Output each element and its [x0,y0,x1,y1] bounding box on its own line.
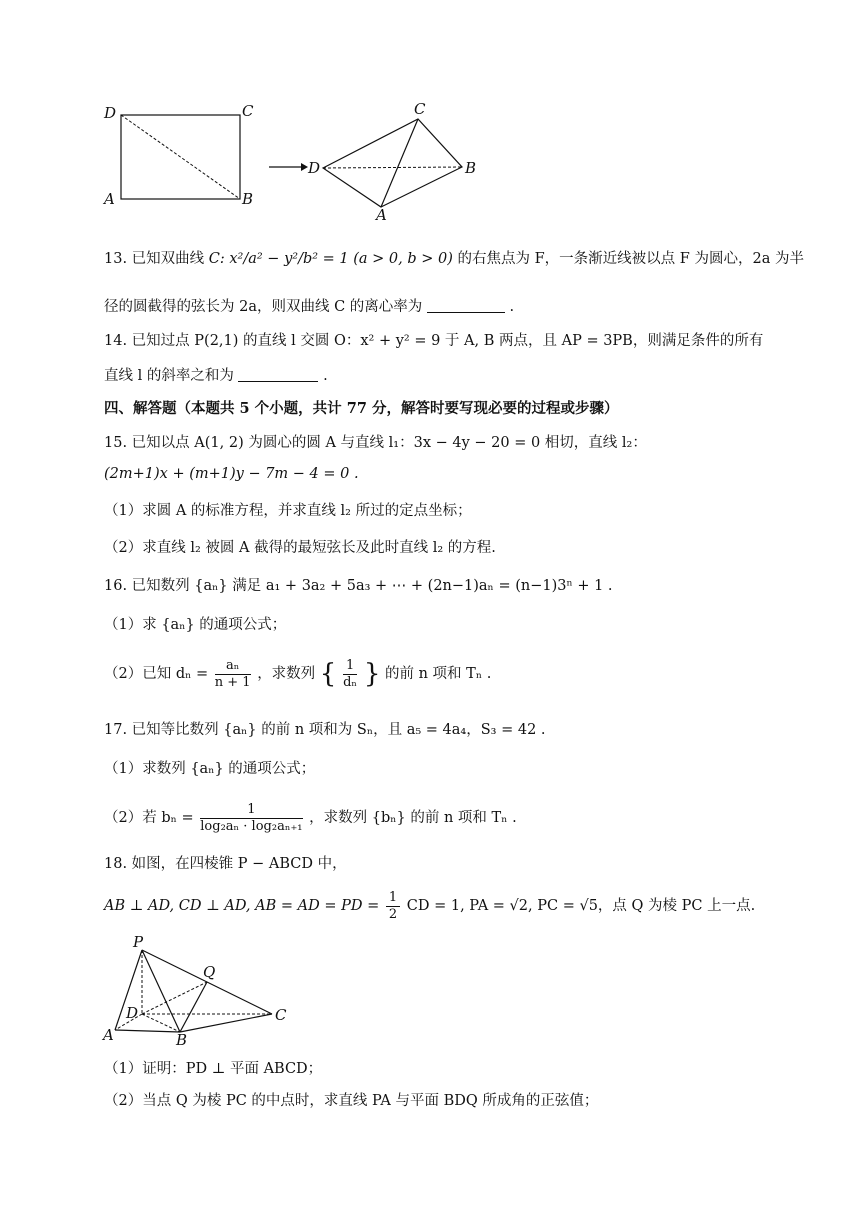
q18-fraction-num: 1 [386,890,400,907]
q16-fraction-dn [215,658,251,691]
folded-label-d: D [308,159,321,177]
q15-text1: 15. 已知以点 A(1, 2) 为圆心的圆 A 与直线 l₁：3x − 4y − 20 = 0 相切，直线 l₂： [104,435,647,451]
label-d: D [104,104,117,122]
q14-text2: 直线 l 的斜率之和为 [104,368,234,384]
q14-end: . [323,368,328,384]
q15-part2-text: （2）求直线 l₂ 被圆 A 截得的最短弦长及此时直线 l₂ 的方程. [104,540,496,556]
label-d2: D [126,1004,139,1022]
edge-bc [180,1014,272,1032]
q14-line2 [104,365,328,387]
q18-part1-text: （1）证明：PD ⊥ 平面 ABCD； [104,1061,323,1077]
q13-prefix: 13. 已知双曲线 [104,251,205,267]
q18-text2-b: CD = 1, PA = √2, PC = √5，点 Q 为棱 PC 上一点. [406,898,756,914]
q13-text2: 径的圆截得的弦长为 2a，则双曲线 C 的离心率为 [104,299,423,315]
q17-fraction-bn [200,802,302,835]
q15-part1 [104,500,472,522]
q17-fraction-num: 1 [200,802,302,819]
edge-bq [180,982,207,1032]
figure-rectangle-fold [96,96,486,226]
q16-fraction-seq [343,658,357,691]
folded-label-a: A [376,206,387,224]
folded-quad [323,119,462,207]
q18-text1: 18. 如图，在四棱锥 P − ABCD 中， [104,856,347,872]
q14-answer-blank[interactable] [238,367,318,382]
q18-part2 [104,1090,598,1112]
edge-pb [142,950,180,1032]
q16-part2-a: （2）已知 dₙ = [104,666,209,682]
q18-line2 [104,888,755,924]
q15-part1-text: （1）求圆 A 的标准方程，并求直线 l₂ 所过的定点坐标； [104,503,472,519]
dashed-dq [142,982,207,1014]
label-q: Q [203,963,216,981]
dashed-db [142,1014,180,1032]
arrow-head [301,163,308,171]
q16-part2-c: 的前 n 项和 Tₙ . [385,666,492,682]
edge-ab [115,1030,180,1032]
q13-line2 [104,296,514,318]
q15-line1 [104,432,647,454]
q13-text1: 的右焦点为 F，一条渐近线被以点 F 为圆心，2a 为半 [457,251,804,267]
q13-line1 [104,248,804,270]
q16-part1 [104,614,286,636]
label-a: A [104,190,115,208]
q18-part1 [104,1058,322,1080]
q15-text2: (2m+1)x + (m+1)y − 7m − 4 = 0 . [104,466,359,482]
q15-line2 [104,463,359,485]
q17-part2-b: ，求数列 {bₙ} 的前 n 项和 Tₙ . [309,810,517,826]
q17-part2-a: （2）若 bₙ = [104,810,194,826]
label-p: P [133,933,144,951]
label-b: B [242,190,254,208]
q17-fraction-den: log₂aₙ · log₂aₙ₊₁ [200,818,303,834]
q14-text1: 14. 已知过点 P(2,1) 的直线 l 交圆 O：x² + y² = 9 于 A, B 两点，且 AP = 3PB，则满足条件的所有 [104,333,764,349]
dashed-db [323,167,462,168]
label-c: C [242,102,254,120]
q17-line1 [104,719,546,741]
q18-part2-text: （2）当点 Q 为棱 PC 的中点时，求直线 PA 与平面 BDQ 所成角的正弦值； [104,1093,599,1109]
label-a2: A [103,1026,114,1044]
q15-part2 [104,537,496,559]
folded-label-c: C [414,100,426,118]
section-heading-text: 四、解答题（本题共 5 个小题，共计 77 分，解答时要写现必要的过程或步骤） [104,400,619,417]
q17-part1 [104,758,315,780]
q16-text1: 16. 已知数列 {aₙ} 满足 a₁ + 3a₂ + 5a₃ + ⋯ + (2n−1)aₙ = (n−1)3ⁿ + 1 . [104,578,613,594]
q16-part1-text: （1）求 {aₙ} 的通项公式； [104,617,287,633]
q18-line1 [104,853,347,875]
q16-seq-den: dₙ [343,674,358,690]
q16-line1 [104,575,613,597]
q16-seq-num: 1 [343,658,357,675]
q13-formula: C: x²/a² − y²/b² = 1 (a > 0, b > 0) [208,251,453,267]
section-heading [104,398,618,420]
q17-part1-text: （1）求数列 {aₙ} 的通项公式； [104,761,316,777]
q18-fraction-half [386,890,400,923]
diagonal-db [121,115,240,199]
q13-end: . [509,299,515,315]
q14-line1 [104,330,763,352]
q16-fraction-den: n + 1 [214,674,251,690]
label-b2: B [176,1031,188,1045]
edge-ca [381,119,418,207]
folded-label-b: B [465,159,477,177]
q16-fraction-num: aₙ [215,658,251,675]
q13-answer-blank[interactable] [427,298,505,313]
q17-part2 [104,800,517,836]
q18-text2-a: AB ⊥ AD, CD ⊥ AD, AB = AD = PD = [104,898,380,914]
q16-part2-b: ，求数列 [257,666,316,682]
label-c2: C [275,1006,287,1024]
figure-pyramid [100,933,300,1045]
q17-text1: 17. 已知等比数列 {aₙ} 的前 n 项和为 Sₙ，且 a₅ = 4a₄，S₃ = 42 . [104,722,546,738]
q18-fraction-den: 2 [388,906,398,922]
q16-part2: （2）已知 dₙ = $\frac{\text{aₙ}}{n + 1}$ ，求数列 { $\frac{1}{\text{dₙ}}$ } 的前 n 项和 Tₙ . [104,657,492,690]
